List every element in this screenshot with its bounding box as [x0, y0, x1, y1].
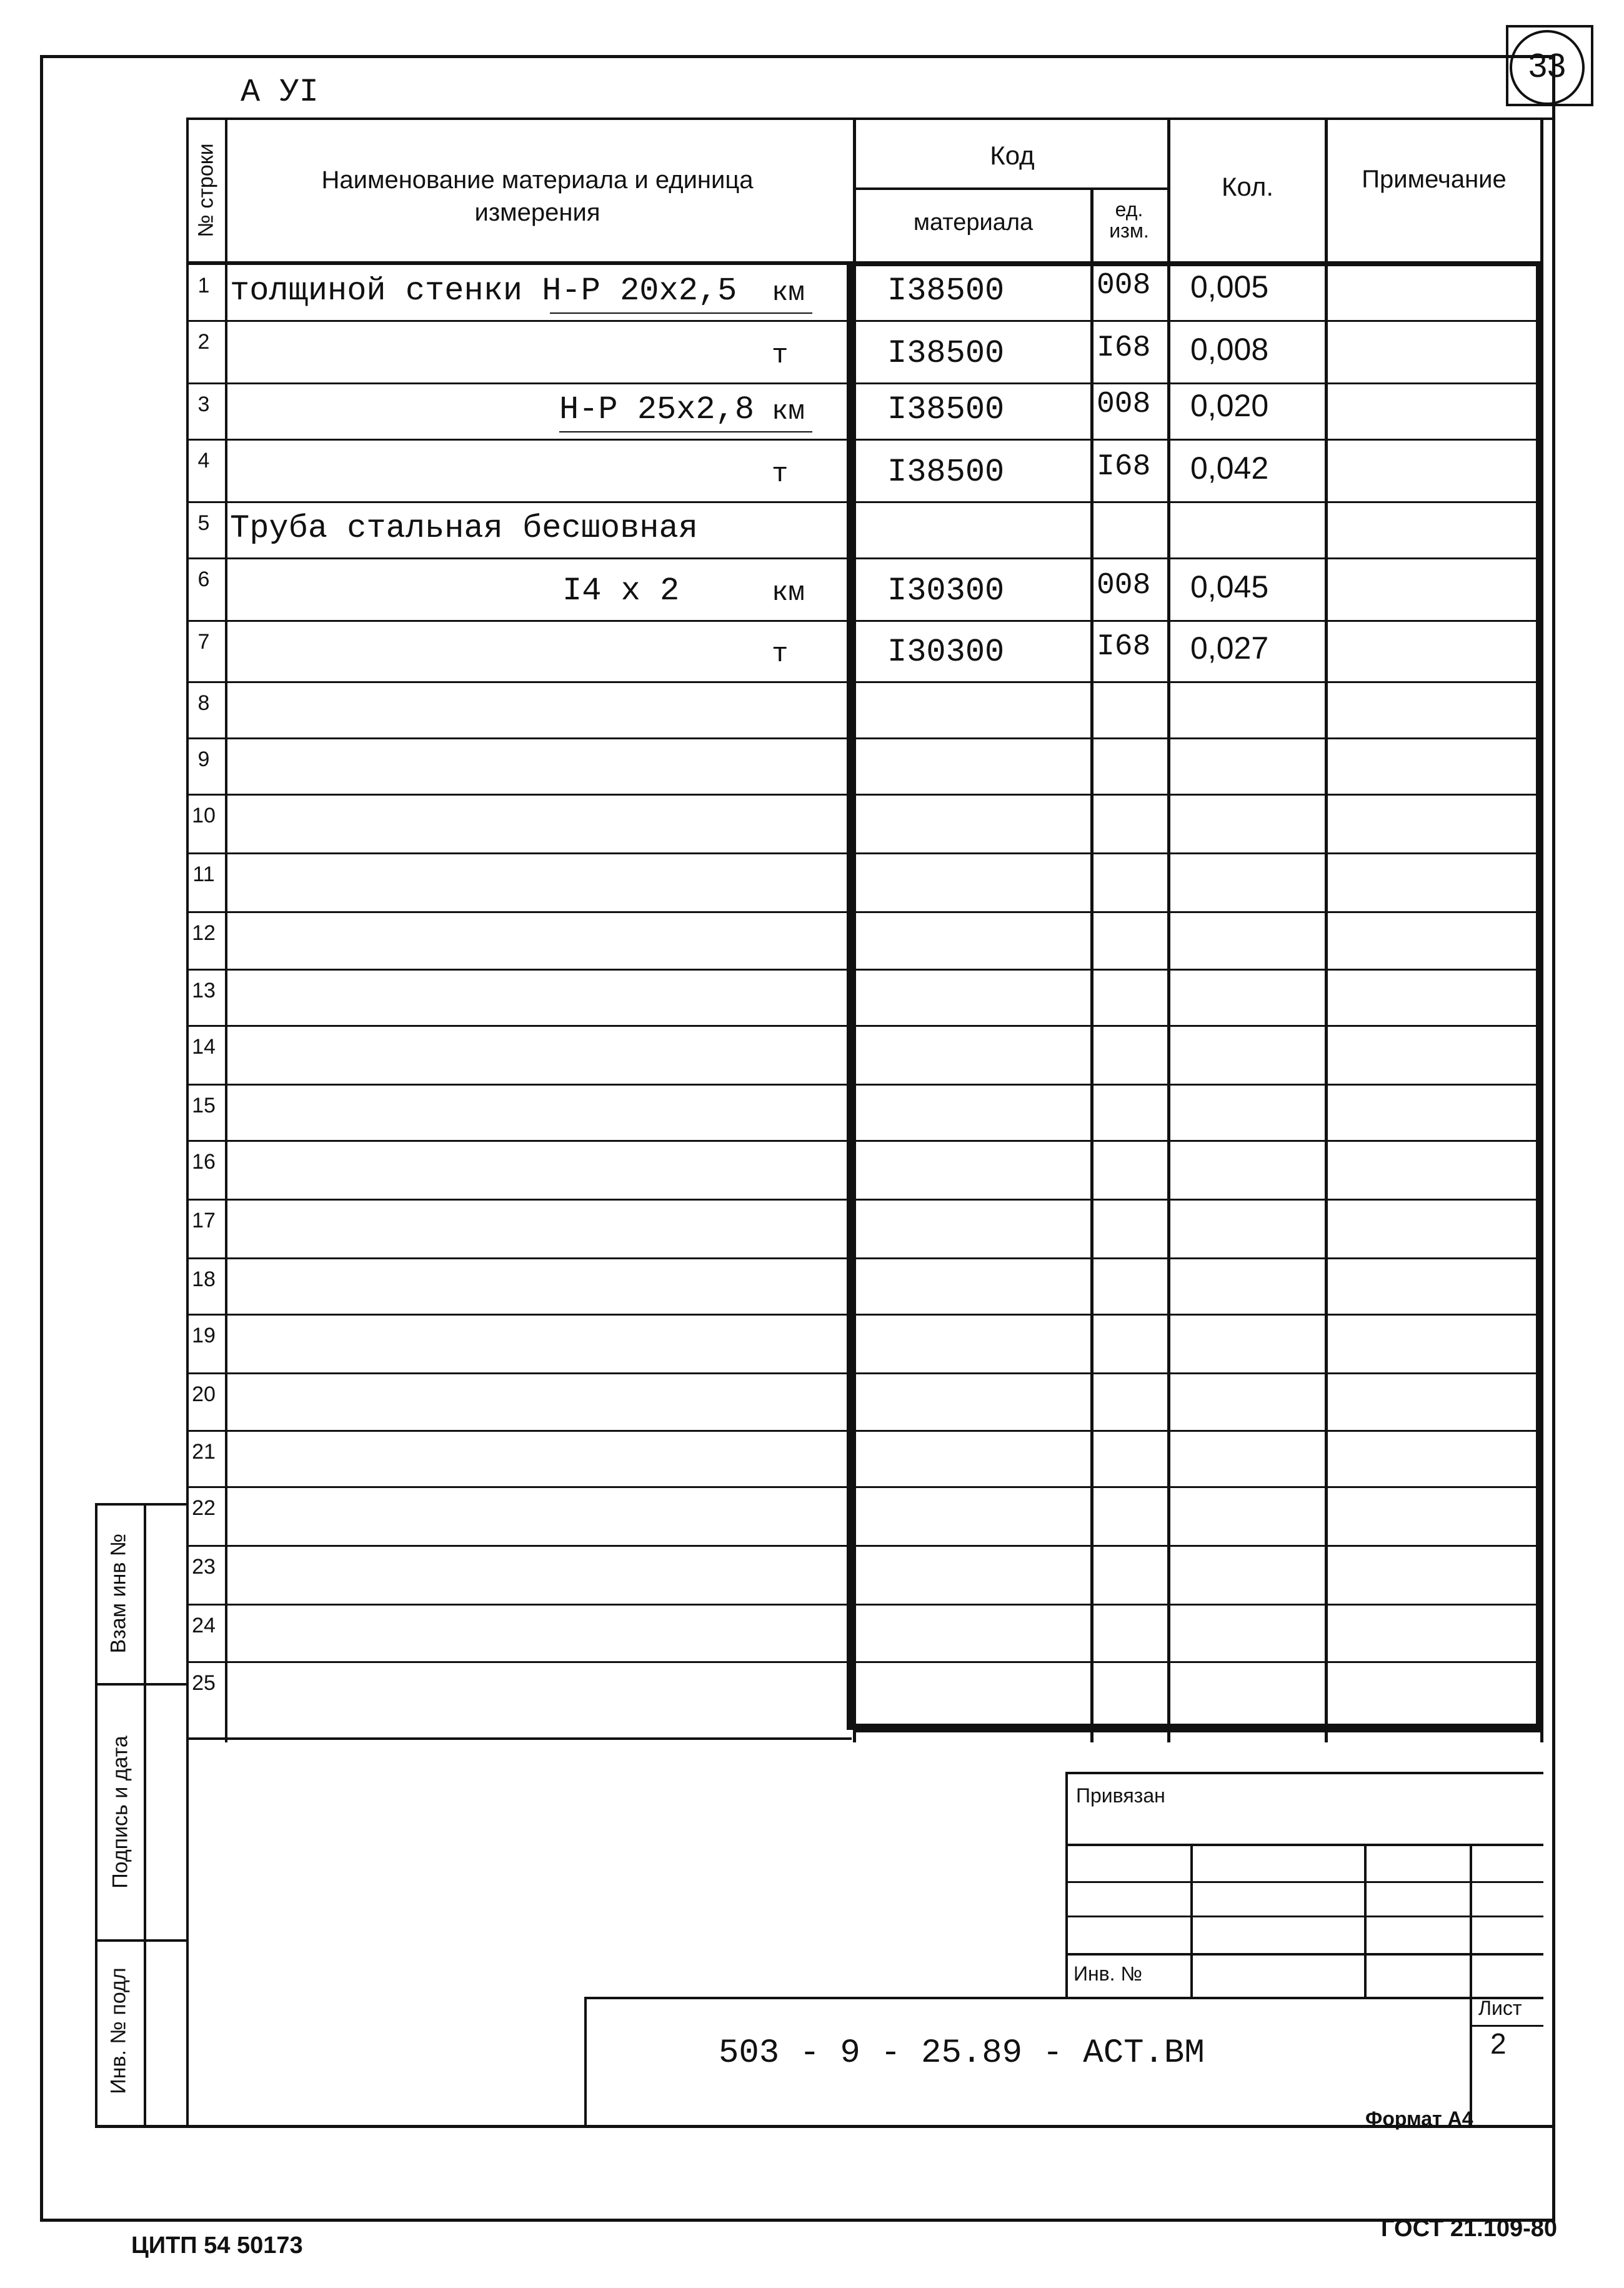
- body-frame-bottom: [847, 1724, 1542, 1730]
- outer-frame-right: [1552, 55, 1555, 2222]
- side-stamp-bottom: [95, 2125, 1555, 2128]
- outer-frame-top: [40, 55, 1555, 58]
- material-code: I38500: [887, 335, 1005, 372]
- tb-main-top: [584, 1997, 1543, 1999]
- table-bottom-line: [186, 1737, 852, 1740]
- material-name: Труба стальная бесшовная: [230, 510, 698, 547]
- row-separator: [186, 852, 1541, 854]
- body-frame-right: [1536, 261, 1542, 1730]
- row-number: 9: [197, 747, 210, 771]
- unit-code: 008: [1097, 569, 1151, 602]
- row-separator: [186, 1199, 1541, 1201]
- row-separator: [186, 1025, 1541, 1027]
- sheet-number-box-right: [1591, 25, 1593, 106]
- row-number: 21: [192, 1440, 216, 1464]
- quantity: 0,042: [1190, 451, 1269, 486]
- text-underline: [550, 312, 812, 314]
- row-number: 4: [197, 449, 210, 472]
- quantity: 0,020: [1190, 388, 1269, 423]
- row-separator: [186, 1486, 1541, 1488]
- tb-left: [1065, 1772, 1068, 1997]
- row-number: 18: [192, 1267, 216, 1291]
- side-stamp-top: [95, 1503, 189, 1506]
- row-separator: [186, 794, 1541, 796]
- table-frame-top: [186, 117, 1555, 120]
- side-stamp-sep1: [95, 1683, 189, 1686]
- row-number: 13: [192, 979, 216, 1002]
- unit-code: 008: [1097, 387, 1151, 421]
- side-stamp-sign-date: Подпись и дата: [108, 1736, 132, 1889]
- sheet-number: 33: [1528, 47, 1567, 84]
- row-separator: [186, 1314, 1541, 1316]
- row-separator: [186, 620, 1541, 622]
- header-row-number: № строки: [194, 143, 218, 237]
- row-number: 23: [192, 1555, 216, 1579]
- sheet-value: 2: [1490, 2027, 1507, 2060]
- col-sep-rowno: [225, 117, 227, 1742]
- unit-of-measure: т: [772, 459, 789, 490]
- row-number: 11: [192, 862, 215, 886]
- body-frame-left: [847, 261, 853, 1730]
- quantity: 0,027: [1190, 631, 1269, 666]
- sheet-number-box-left: [1506, 25, 1508, 106]
- table-frame-left: [186, 117, 189, 2127]
- row-number: 7: [197, 630, 210, 654]
- row-number: 17: [192, 1209, 216, 1232]
- row-number: 12: [192, 921, 216, 945]
- row-number: 2: [197, 330, 210, 354]
- side-stamp-vzam: Взам инв №: [106, 1533, 131, 1654]
- row-number: 25: [192, 1671, 216, 1695]
- footer-right-gost: ГОСТ 21.109-80: [1381, 2216, 1558, 2242]
- unit-of-measure: км: [772, 577, 805, 609]
- header-code-unit: ед. изм.: [1109, 198, 1149, 242]
- header-material-name: Наименование материала и единица измерения: [321, 166, 754, 226]
- unit-code: I68: [1097, 450, 1151, 484]
- table-bottom-line-right: [853, 1730, 1543, 1732]
- col-sep-uom: [1167, 117, 1170, 1742]
- row-number: 20: [192, 1382, 216, 1406]
- material-code: I38500: [887, 391, 1005, 428]
- row-number: 22: [192, 1496, 216, 1520]
- quantity: 0,045: [1190, 569, 1269, 604]
- material-code: I38500: [887, 454, 1005, 491]
- title-block-privyazan: Привязан: [1076, 1784, 1165, 1807]
- side-stamp-left: [95, 1503, 97, 2128]
- material-code: I30300: [887, 634, 1005, 671]
- col-sep-qty: [1325, 117, 1328, 1742]
- row-number: 15: [192, 1094, 216, 1117]
- quantity: 0,005: [1190, 269, 1269, 304]
- quantity: 0,008: [1190, 332, 1269, 367]
- unit-code: I68: [1097, 331, 1151, 365]
- row-separator: [186, 320, 1541, 322]
- side-stamp-sep2: [95, 1939, 189, 1942]
- row-separator: [186, 1372, 1541, 1374]
- row-separator: [186, 1140, 1541, 1142]
- footer-left-code: ЦИТП 54 50173: [131, 2232, 303, 2259]
- header-quantity: Кол.: [1221, 172, 1274, 201]
- row-separator: [186, 557, 1541, 559]
- unit-of-measure: т: [772, 639, 789, 670]
- material-code: I30300: [887, 572, 1005, 609]
- unit-code: 008: [1097, 269, 1151, 302]
- side-stamp-inv-podl: Инв. № подл: [106, 1967, 131, 2094]
- outer-frame-left: [40, 55, 43, 2222]
- row-number: 3: [197, 392, 210, 416]
- material-name: толщиной стенки Н-Р 20х2,5: [230, 272, 737, 309]
- row-separator: [186, 501, 1541, 503]
- row-number: 10: [192, 804, 216, 827]
- col-sep-code: [1090, 187, 1093, 1742]
- row-separator: [186, 1661, 1541, 1663]
- row-separator: [186, 1545, 1541, 1547]
- row-number: 19: [192, 1324, 216, 1347]
- row-separator: [186, 382, 1541, 384]
- album-label: А УI: [241, 74, 319, 111]
- tb-top: [1065, 1772, 1543, 1774]
- outer-frame-bottom: [40, 2219, 1555, 2222]
- row-number: 8: [197, 691, 210, 715]
- text-underline: [559, 431, 812, 432]
- row-separator: [186, 911, 1541, 913]
- row-separator: [186, 1604, 1541, 1606]
- tb-main-left: [584, 1997, 587, 2128]
- header-code-material: материала: [913, 209, 1034, 236]
- material-code: I38500: [887, 272, 1005, 309]
- row-separator: [186, 1084, 1541, 1086]
- row-number: 14: [192, 1035, 216, 1059]
- row-number: 1: [197, 274, 210, 297]
- unit-of-measure: км: [772, 396, 805, 427]
- row-separator: [186, 969, 1541, 971]
- row-separator: [186, 439, 1541, 441]
- tb-col2: [1364, 1844, 1367, 1997]
- unit-of-measure: км: [772, 277, 805, 309]
- side-stamp-inner: [144, 1503, 146, 2128]
- row-number: 6: [197, 567, 210, 591]
- row-number: 16: [192, 1150, 216, 1174]
- header-code: Код: [990, 141, 1035, 170]
- row-number: 5: [197, 511, 210, 535]
- code-subheader-sep: [853, 187, 1168, 190]
- unit-of-measure: т: [772, 340, 789, 371]
- header-note: Примечание: [1362, 166, 1507, 193]
- col-sep-name: [853, 117, 856, 1742]
- format-label: Формат А4: [1365, 2107, 1473, 2130]
- tb-col3: [1470, 1844, 1472, 2126]
- tb-sheet-sep: [1470, 2025, 1543, 2027]
- unit-code: I68: [1097, 630, 1151, 664]
- row-number: 24: [192, 1614, 216, 1637]
- row-separator: [186, 737, 1541, 739]
- row-separator: [186, 1257, 1541, 1259]
- title-block-inv-no: Инв. №: [1074, 1962, 1142, 1985]
- material-name: Н-Р 25х2,8: [559, 391, 755, 428]
- tb-col1: [1190, 1844, 1193, 1997]
- row-separator: [186, 1430, 1541, 1432]
- row-separator: [186, 681, 1541, 683]
- body-frame-top: [847, 261, 1542, 266]
- sheet-number-box-top: [1506, 25, 1593, 27]
- sheet-label: Лист: [1478, 1997, 1522, 2019]
- material-name: I4 х 2: [562, 572, 680, 609]
- document-designation: 503 - 9 - 25.89 - АСТ.ВМ: [719, 2034, 1205, 2072]
